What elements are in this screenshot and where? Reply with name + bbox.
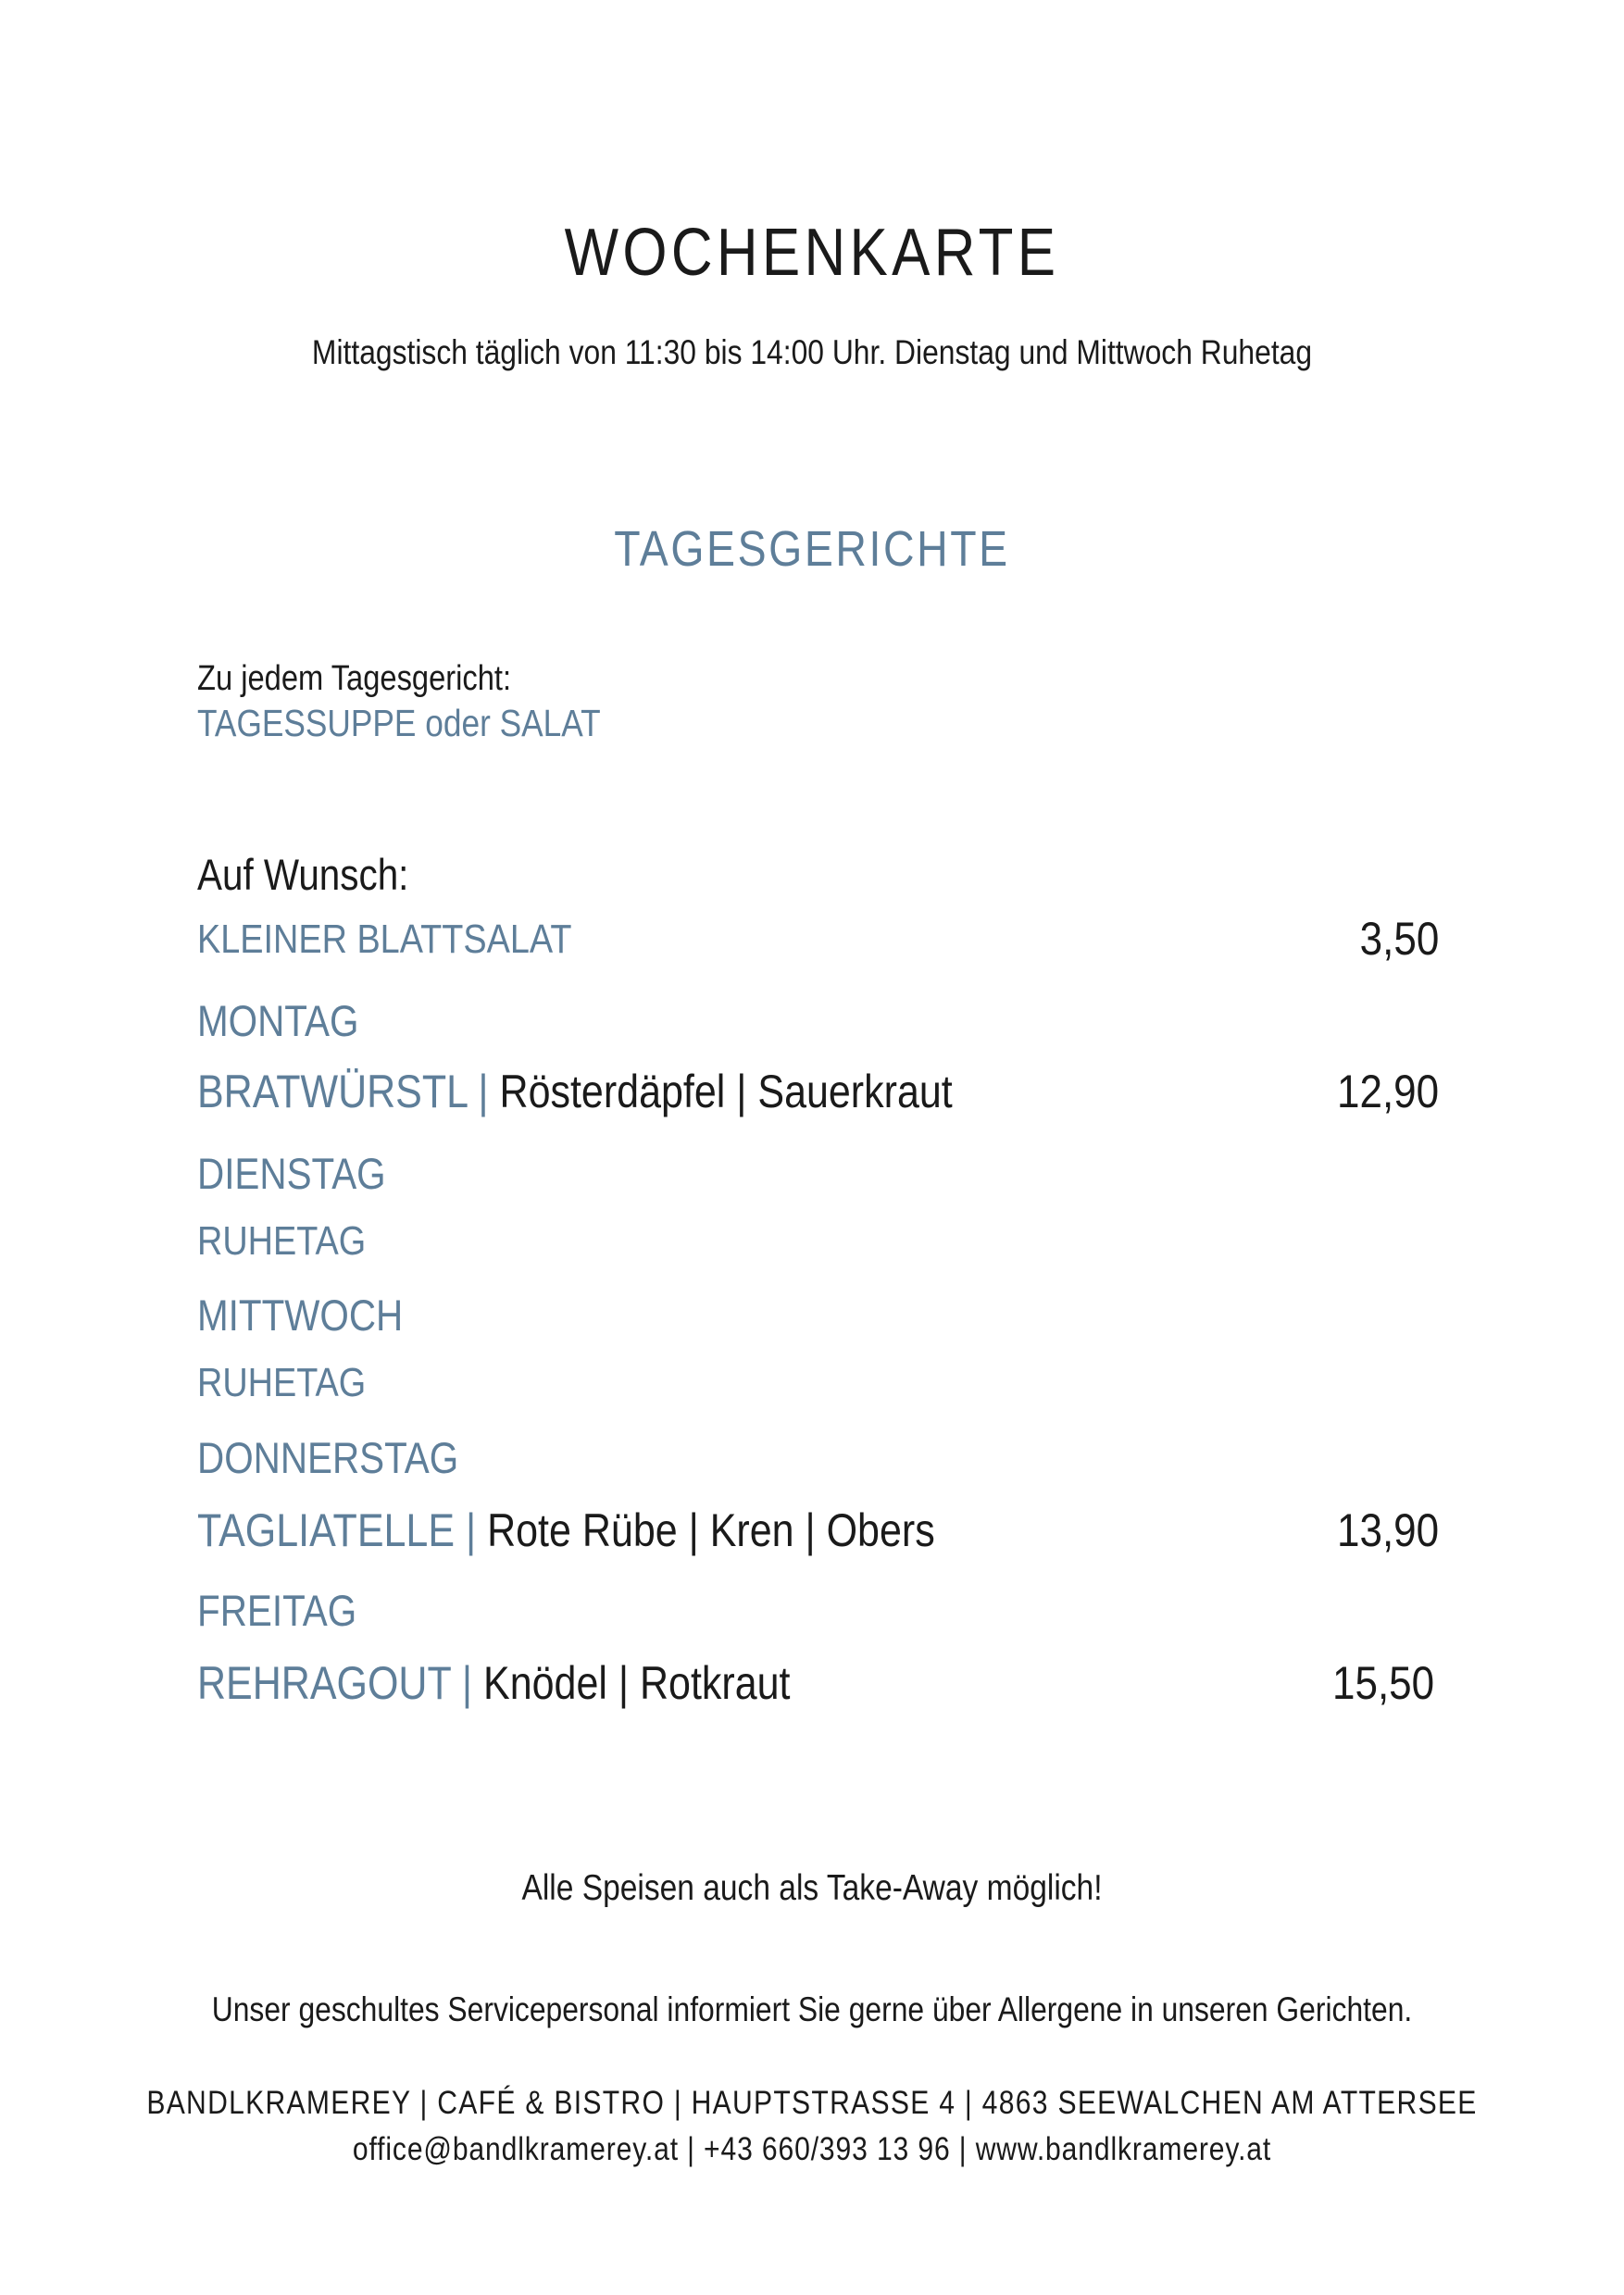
footer-contact: office@bandlkramerey.at | +43 660/393 13 96 | www.bandlkramerey.at: [352, 2131, 1272, 2167]
section-heading: TAGESGERICHTE: [614, 521, 1010, 577]
dish-name: REHRAGOUT |: [197, 1657, 484, 1709]
price-thursday: 13,90: [1336, 1504, 1439, 1556]
price-monday: 12,90: [1336, 1066, 1439, 1117]
included-value: TAGESSUPPE oder SALAT: [197, 702, 601, 744]
allergen-note: Unser geschultes Servicepersonal informiert Sie gerne über Allergene in unseren Gerichten.: [211, 1990, 1413, 2028]
dish-name: BRATWÜRSTL |: [197, 1066, 500, 1117]
dish-sides: Rote Rübe | Kren | Obers: [487, 1504, 935, 1556]
day-label-monday: MONTAG: [197, 996, 359, 1045]
dish-name: TAGLIATELLE |: [197, 1504, 488, 1556]
extra-item-name: KLEINER BLATTSALAT: [197, 917, 572, 962]
day-label-wednesday: MITTWOCH: [197, 1291, 404, 1340]
page-title: WOCHENKARTE: [564, 216, 1060, 290]
extra-item-price: 3,50: [1359, 913, 1439, 965]
extras-label: Auf Wunsch:: [197, 850, 409, 899]
dish-sides: Knödel | Rotkraut: [483, 1657, 791, 1709]
day-label-tuesday: DIENSTAG: [197, 1149, 386, 1198]
dish-monday: [197, 1065, 953, 1118]
included-intro: Zu jedem Tagesgericht:: [197, 659, 512, 698]
dish-thursday: [197, 1503, 935, 1557]
footer-address: BANDLKRAMEREY | CAFÉ & BISTRO | HAUPTSTRASSE 4 | 4863 SEEWALCHEN AM ATTERSEE: [146, 2085, 1478, 2121]
dish-sides: Rösterdäpfel | Sauerkraut: [499, 1066, 953, 1117]
dish-wednesday: RUHETAG: [197, 1360, 367, 1405]
takeaway-note: Alle Speisen auch als Take-Away möglich!: [521, 1868, 1103, 1908]
day-label-thursday: DONNERSTAG: [197, 1433, 459, 1482]
day-label-friday: FREITAG: [197, 1586, 357, 1635]
opening-hours-subtitle: Mittagstisch täglich von 11:30 bis 14:00 Uhr. Dienstag und Mittwoch Ruhetag: [311, 333, 1313, 371]
dish-tuesday: RUHETAG: [197, 1218, 367, 1264]
dish-friday: [197, 1656, 790, 1710]
price-friday: 15,50: [1331, 1657, 1434, 1709]
